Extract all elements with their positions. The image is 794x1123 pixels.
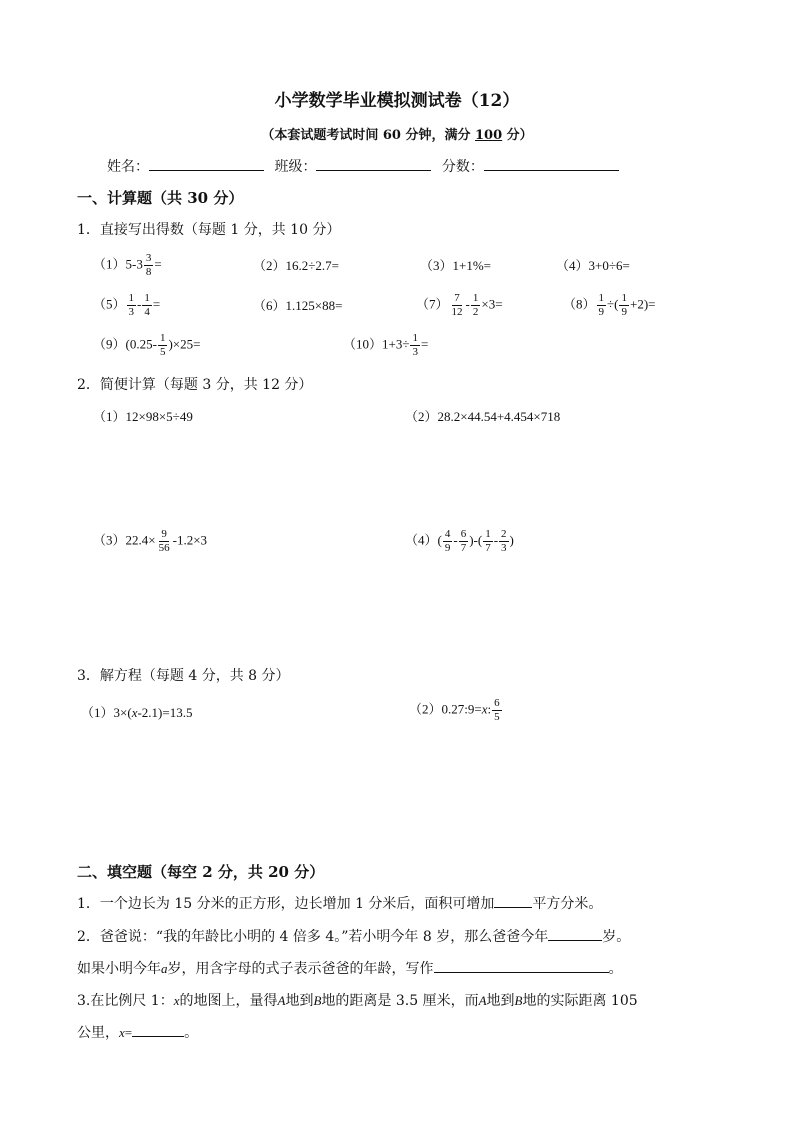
name-label: 姓名： <box>107 159 149 175</box>
denominator: 3 <box>501 542 507 554</box>
question-text: 1．一个边长为 15 分米的正方形，边长增加 1 分米后，面积可增加 <box>77 896 495 912</box>
answer-blank[interactable] <box>548 927 602 941</box>
variable: B <box>514 993 523 1008</box>
denominator: 9 <box>621 306 627 318</box>
fill-q1 <box>77 893 602 913</box>
student-info <box>107 156 619 176</box>
q1-item-3 <box>420 255 491 274</box>
item-number: （6） <box>253 298 286 313</box>
item-number: （4） <box>556 258 589 273</box>
fraction <box>483 528 493 555</box>
expr: 12×98×5÷49 <box>125 409 193 424</box>
expr: 0.27:9= <box>441 701 482 717</box>
page-title: 小学数学毕业模拟测试卷（12） <box>274 91 520 111</box>
denominator: 9 <box>598 306 605 318</box>
question-text: 岁，用含字母的式子表示爸爸的年龄，写作 <box>167 961 434 977</box>
expr: 22.4× <box>125 532 156 548</box>
expr: 5-3 <box>125 256 143 272</box>
item-number: （2） <box>405 409 438 424</box>
exam-subtitle <box>0 124 794 143</box>
fraction <box>410 332 420 359</box>
denominator: 2 <box>472 306 479 318</box>
variable: x <box>131 705 138 720</box>
numerator: 1 <box>472 292 479 304</box>
expr: 16.2÷2.7= <box>285 258 339 273</box>
denominator: 7 <box>460 542 467 554</box>
item-number: （10） <box>343 336 383 352</box>
q1-item-10 <box>343 332 428 359</box>
equals: = <box>124 1025 133 1040</box>
operator: ÷( <box>607 296 619 312</box>
denominator: 3 <box>412 346 418 358</box>
question-tail: 。 <box>184 1025 199 1041</box>
q2-item-3 <box>93 528 207 555</box>
fraction <box>144 252 154 279</box>
item-number: （1） <box>93 409 126 424</box>
q1-item-8 <box>563 292 655 319</box>
fill-q3-line1 <box>77 990 638 1010</box>
operator: - <box>453 532 458 548</box>
variable: x <box>173 993 180 1008</box>
numerator: 3 <box>145 252 152 264</box>
fraction <box>597 292 607 319</box>
expr: 3+0÷6= <box>588 258 630 273</box>
fraction <box>619 292 629 319</box>
equals: = <box>154 256 162 272</box>
item-number: （3） <box>420 258 453 273</box>
numerator: 1 <box>412 332 418 344</box>
fraction <box>142 292 152 319</box>
fill-q3-line2 <box>77 1022 198 1042</box>
q1-item-6 <box>253 295 342 314</box>
variable: x <box>481 701 488 717</box>
variable: B <box>313 993 322 1008</box>
q3-label: 3．解方程（每题 4 分，共 8 分） <box>77 668 290 684</box>
question-text: 3.在比例尺 1： <box>77 993 174 1009</box>
name-field[interactable] <box>149 157 264 171</box>
numerator: 1 <box>128 292 135 304</box>
q3-item-1 <box>81 702 192 721</box>
operator: - <box>465 296 470 312</box>
section2-heading: 二、填空题（每空 2 分，共 20 分） <box>77 863 325 881</box>
item-number: （4） <box>405 532 438 548</box>
score-label: 分数： <box>441 159 484 175</box>
paren: ) <box>509 532 514 548</box>
variable: x <box>119 1025 125 1040</box>
expr: (0.25- <box>125 336 157 352</box>
numerator: 1 <box>598 292 605 304</box>
operator: - <box>137 296 142 312</box>
denominator: 12 <box>451 306 463 318</box>
expr-tail: = <box>420 336 429 352</box>
full-score: 100 <box>475 128 503 143</box>
question-text: 2．爸爸说：“我的年龄比小明的 4 倍多 4。”若小明今年 8 岁，那么爸爸今年 <box>77 929 549 945</box>
item-number: （2） <box>409 701 442 717</box>
item-number: （1） <box>93 256 126 272</box>
paren: )-( <box>469 532 483 548</box>
expr: 28.2×44.54+4.454×718 <box>437 409 561 424</box>
fraction <box>157 528 172 555</box>
q2-label: 2．简便计算（每题 3 分，共 12 分） <box>77 377 313 393</box>
fraction <box>459 528 469 555</box>
numerator: 1 <box>159 332 166 344</box>
q2-item-4 <box>405 528 514 555</box>
fraction <box>499 528 509 555</box>
numerator: 6 <box>460 528 467 540</box>
question-text: 地到 <box>285 993 314 1009</box>
item-number: （3） <box>93 532 126 548</box>
question-text: 如果小明今年 <box>77 961 161 977</box>
q2-item-2 <box>405 406 560 425</box>
subtitle-tail: 分） <box>502 128 533 143</box>
item-number: （8） <box>563 296 596 312</box>
score-field[interactable] <box>484 157 619 171</box>
answer-blank[interactable] <box>494 894 532 908</box>
item-number: （5） <box>93 296 126 312</box>
subtitle-text: （本套试题考试时间 60 分钟，满分 <box>261 128 475 143</box>
item-number: （9） <box>93 336 126 352</box>
q3-item-2 <box>409 697 503 724</box>
expr-tail: -1.2×3 <box>172 532 208 548</box>
paren: ( <box>437 532 442 548</box>
answer-blank[interactable] <box>132 1023 184 1037</box>
expr: 1+3÷ <box>382 336 410 352</box>
q1-item-7 <box>416 292 503 319</box>
numerator: 1 <box>621 292 627 304</box>
denominator: 8 <box>145 266 152 278</box>
numerator: 7 <box>454 292 460 304</box>
q1-label: 1．直接写出得数（每题 1 分，共 10 分） <box>77 222 341 238</box>
q1-item-9 <box>93 332 200 359</box>
numerator: 6 <box>494 697 500 709</box>
numerator: 4 <box>444 528 451 540</box>
fraction <box>158 332 168 359</box>
fill-q2-line2 <box>77 958 623 978</box>
class-field[interactable] <box>316 157 431 171</box>
denominator: 5 <box>159 346 166 358</box>
section1-heading: 一、计算题（共 30 分） <box>77 189 244 207</box>
fraction <box>450 292 465 319</box>
q1-item-1 <box>93 252 162 279</box>
numerator: 2 <box>501 528 507 540</box>
denominator: 4 <box>144 306 150 318</box>
expr: 3×( <box>113 705 132 720</box>
variable: A <box>277 993 286 1008</box>
class-label: 班级： <box>274 159 317 175</box>
numerator: 1 <box>144 292 150 304</box>
fraction <box>443 528 453 555</box>
denominator: 56 <box>158 542 170 554</box>
expr-tail: )×25= <box>168 336 201 352</box>
fraction <box>471 292 481 319</box>
item-number: （2） <box>253 258 286 273</box>
q1-item-5 <box>93 292 160 319</box>
question-text: 的地图上，量得 <box>179 993 278 1009</box>
question-text: 地到 <box>486 993 515 1009</box>
question-tail: 。 <box>608 961 623 977</box>
numerator: 9 <box>161 528 167 540</box>
question-tail: 平方分米。 <box>532 896 603 912</box>
fraction <box>127 292 137 319</box>
denominator: 3 <box>128 306 135 318</box>
q2-item-1 <box>93 406 193 425</box>
variable: A <box>478 993 487 1008</box>
expr-tail: -2.1)=13.5 <box>137 705 193 720</box>
expr-tail: +2)= <box>629 296 656 312</box>
operator: - <box>493 532 499 548</box>
item-number: （1） <box>81 705 114 720</box>
expr: 1+1%= <box>452 258 492 273</box>
answer-blank[interactable] <box>434 959 609 973</box>
variable: a <box>161 961 168 976</box>
expr: 1.125×88= <box>285 298 343 313</box>
question-text: 地的距离是 3.5 厘米，而 <box>321 993 479 1009</box>
question-text: 公里， <box>77 1025 119 1041</box>
q1-item-4 <box>556 255 630 274</box>
q1-item-2 <box>253 255 339 274</box>
fraction <box>492 697 502 724</box>
denominator: 5 <box>494 711 500 723</box>
fill-q2-line1 <box>77 926 630 946</box>
question-tail: 岁。 <box>602 929 631 945</box>
item-number: （7） <box>416 296 449 312</box>
colon: : <box>487 701 492 717</box>
expr-tail: ×3= <box>481 296 503 312</box>
question-text: 地的实际距离 105 <box>522 993 638 1009</box>
equals: = <box>152 296 161 312</box>
numerator: 1 <box>485 528 491 540</box>
denominator: 7 <box>485 542 491 554</box>
denominator: 9 <box>444 542 451 554</box>
